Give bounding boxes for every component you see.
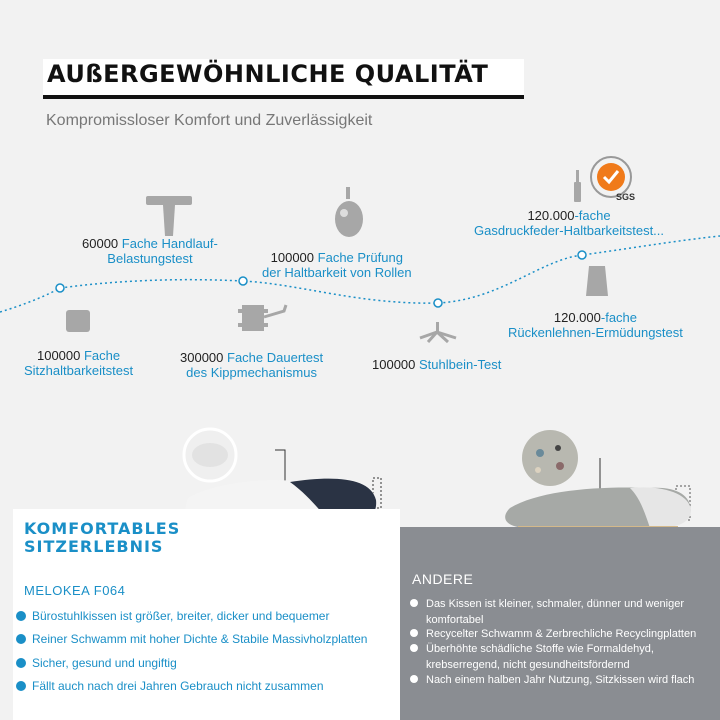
milestone-label: 120.000-fache Gasdruckfeder-Haltbarkeitstest... xyxy=(474,208,665,238)
chair-base-icon xyxy=(418,322,458,344)
milestone-label: 120.000-fache Rückenlehnen-Ermüdungstest xyxy=(508,310,683,340)
bullet-icon xyxy=(16,611,26,621)
backrest-icon xyxy=(586,266,608,296)
list-item: Reiner Schwamm mit hoher Dichte & Stabile Massivholzplatten xyxy=(16,632,367,646)
timeline-node xyxy=(578,251,586,259)
bullet-icon xyxy=(410,599,418,607)
tilt-mechanism-icon xyxy=(234,297,290,337)
bullet-icon xyxy=(16,634,26,644)
bullet-icon xyxy=(16,681,26,691)
milestone-label: 100000 Stuhlbein-Test xyxy=(372,357,502,372)
bullet-icon xyxy=(410,675,418,683)
list-item: Recycelter Schwamm & Zerbrechliche Recyclingplatten xyxy=(410,626,696,642)
timeline-node xyxy=(434,299,442,307)
list-item: Nach einem halben Jahr Nutzung, Sitzkissen wird flach xyxy=(410,672,694,688)
comfort-card-title: KOMFORTABLES SITZERLEBNIS xyxy=(24,519,181,556)
caster-wheel-icon xyxy=(332,187,364,239)
milestone-label: 60000 Fache Handlauf- Belastungstest xyxy=(82,236,218,266)
page-title: AUßERGEWÖHNLICHE QUALITÄT xyxy=(47,60,489,88)
milestone-label: 100000 Fache Sitzhaltbarkeitstest xyxy=(24,348,134,378)
timeline-node xyxy=(239,277,247,285)
sgs-label: SGS xyxy=(616,192,636,202)
model-label: MELOKEA F064 xyxy=(24,583,126,598)
milestone-label: 100000 Fache Prüfung der Haltbarkeit von Rollen xyxy=(262,250,412,280)
list-item: Das Kissen ist kleiner, schmaler, dünner und weniger komfortabel xyxy=(410,596,684,628)
bullet-icon xyxy=(410,629,418,637)
list-item: Bürostuhlkissen ist größer, breiter, dicker und bequemer xyxy=(16,609,329,623)
list-item: Sicher, gesund und ungiftig xyxy=(16,656,177,670)
bullet-icon xyxy=(16,658,26,668)
timeline-node xyxy=(56,284,64,292)
seat-icon xyxy=(66,310,90,334)
list-item: Überhöhte schädliche Stoffe wie Formaldehyd, krebserregend, nicht gesundheitsfördernd xyxy=(410,641,654,673)
other-card-title: ANDERE xyxy=(412,571,474,587)
page-subtitle: Kompromissloser Komfort und Zuverlässigkeit xyxy=(46,112,373,129)
bullet-icon xyxy=(410,644,418,652)
list-item: Fällt auch nach drei Jahren Gebrauch nicht zusammen xyxy=(16,679,324,693)
gas-spring-icon xyxy=(574,170,582,202)
milestone-label: 300000 Fache Dauertest des Kippmechanismus xyxy=(180,350,324,380)
